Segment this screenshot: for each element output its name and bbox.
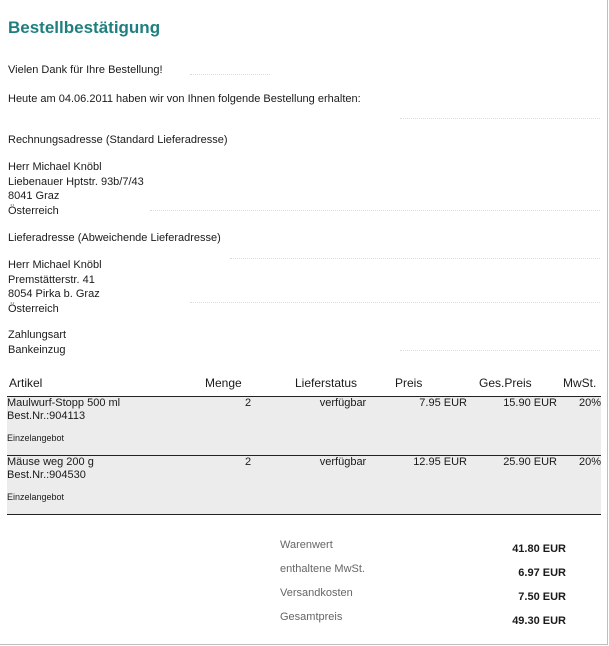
quantity-cell: 2	[244, 456, 252, 468]
billing-heading: Rechnungsadresse (Standard Lieferadresse)	[8, 134, 228, 146]
totals-row-shipping	[277, 587, 569, 611]
dotted-guide	[400, 350, 600, 351]
column-header-status: Lieferstatus	[295, 376, 358, 390]
price-cell: 12.95 EUR	[413, 456, 467, 468]
vat-cell: 20%	[578, 397, 601, 409]
quantity-cell: 2	[244, 397, 252, 409]
column-header-article: Artikel	[9, 376, 43, 390]
shipping-heading: Lieferadresse (Abweichende Lieferadresse)	[8, 232, 221, 244]
billing-country: Österreich	[8, 204, 59, 217]
status-cell: verfügbar	[319, 397, 367, 409]
shipping-street: Premstätterstr. 41	[8, 273, 95, 286]
totals-label: enthaltene MwSt.	[280, 563, 365, 575]
totals-label: Warenwert	[280, 539, 333, 551]
shipping-address	[8, 258, 102, 316]
shipping-country: Österreich	[8, 302, 59, 315]
shipping-name: Herr Michael Knöbl	[8, 259, 102, 271]
order-items-table	[7, 372, 601, 515]
price-cell: 7.95 EUR	[419, 397, 467, 409]
product-cell	[7, 456, 203, 515]
totals-row-vat	[277, 563, 569, 587]
totals-row-grand-total	[277, 611, 569, 635]
billing-city: 8041 Graz	[8, 190, 60, 202]
totals-value: 6.97 EUR	[518, 567, 566, 579]
order-totals	[277, 539, 569, 635]
table-row	[7, 397, 601, 456]
billing-street: Liebenauer Hptstr. 93b/7/43	[8, 175, 144, 188]
total-cell: 25.90 EUR	[503, 456, 557, 468]
totals-label: Versandkosten	[280, 587, 353, 599]
payment-method: Bankeinzug	[8, 343, 66, 356]
totals-value: 41.80 EUR	[512, 543, 566, 555]
dotted-guide	[190, 302, 600, 303]
payment-section	[8, 328, 66, 357]
product-offer-type: Einzelangebot	[7, 433, 65, 443]
vat-cell: 20%	[578, 456, 601, 468]
billing-name: Herr Michael Knöbl	[8, 161, 102, 173]
totals-row-goods-value	[277, 539, 569, 563]
payment-heading: Zahlungsart	[8, 329, 67, 341]
column-header-quantity: Menge	[205, 376, 242, 390]
totals-value: 7.50 EUR	[518, 591, 566, 603]
dotted-guide	[400, 118, 600, 119]
page-title: Bestellbestätigung	[8, 18, 161, 37]
order-received-text: Heute am 04.06.2011 haben wir von Ihnen folgende Bestellung erhalten:	[8, 93, 361, 105]
status-cell: verfügbar	[319, 456, 367, 468]
product-name: Maulwurf-Stopp 500 ml	[7, 397, 121, 409]
shipping-city: 8054 Pirka b. Graz	[8, 288, 100, 300]
dotted-guide	[230, 258, 600, 259]
table-row	[7, 456, 601, 515]
product-article-number: Best.Nr.:904530	[7, 469, 86, 481]
column-header-vat: MwSt.	[563, 376, 597, 390]
dotted-guide	[190, 74, 270, 75]
column-header-total: Ges.Preis	[479, 376, 532, 390]
product-name: Mäuse weg 200 g	[7, 456, 94, 468]
thanks-text: Vielen Dank für Ihre Bestellung!	[8, 64, 163, 76]
billing-address	[8, 160, 144, 218]
table-header	[7, 372, 601, 397]
totals-value: 49.30 EUR	[512, 615, 566, 627]
total-cell: 15.90 EUR	[503, 397, 557, 409]
product-article-number: Best.Nr.:904113	[7, 410, 86, 422]
totals-label: Gesamtpreis	[280, 611, 343, 623]
product-offer-type: Einzelangebot	[7, 492, 65, 502]
column-header-price: Preis	[395, 376, 423, 390]
product-cell	[7, 397, 203, 456]
dotted-guide	[150, 210, 600, 211]
